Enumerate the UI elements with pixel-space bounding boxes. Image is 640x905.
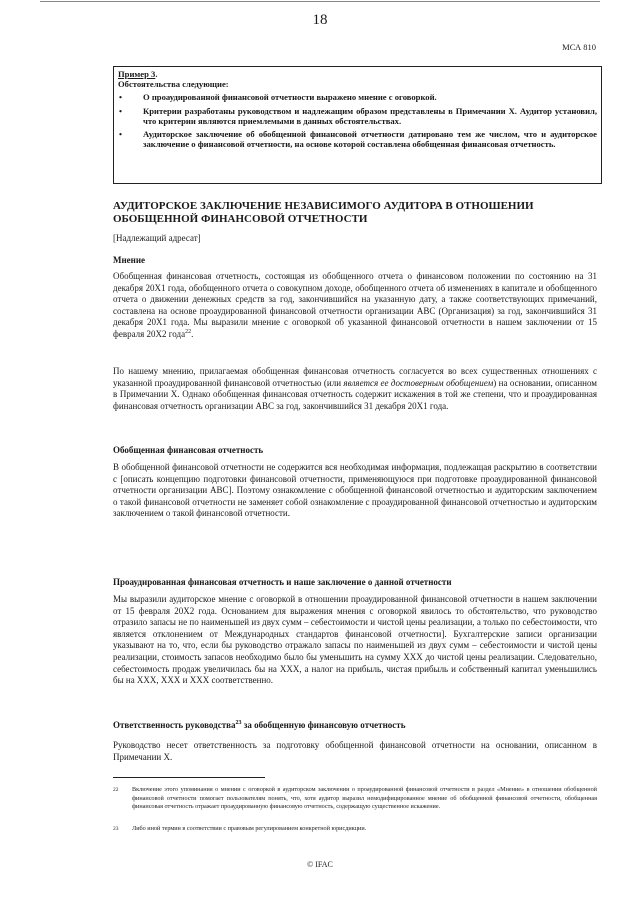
example-intro: Обстоятельства следующие: (118, 79, 229, 90)
footnote-22 (113, 786, 597, 812)
management-paragraph: Руководство несет ответственность за подготовку обобщенной финансовой отчетности на основании, описанном в Примечании X. (113, 740, 597, 762)
opinion-paragraph-1 (113, 271, 597, 341)
footnote-number: 23 (113, 826, 119, 832)
example-title: Пример 3 (118, 69, 156, 79)
report-title-line: АУДИТОРСКОЕ ЗАКЛЮЧЕНИЕ НЕЗАВИСИМОГО АУДИТОРА В ОТНОШЕНИИ (113, 200, 534, 212)
footnote-ref: 22 (185, 328, 192, 335)
heading-text: Ответственность руководства (113, 720, 236, 730)
list-item (118, 92, 597, 102)
paragraph-text: Обобщенная финансовая отчетность, состоящая из обобщенного отчета о финансовом положении по состоянию на 31 декабря 20X1 года, обобщенного отчета о совокупном доходе, обобщенного отчета об изменениях в капитале и обобщенного отчета о движении денежных средств за год, закончившийся на указанную дату, а также соответствующих примечаний, составлена на основе проаудированной финансовой отчетности организации ABC (Организация) за год, закончившийся 31 декабря 20X1 года. Мы выразили мнение с оговоркой об указанной финансовой отчетности в нашем заключении от 15 февраля 20X2 года (113, 271, 597, 339)
report-title (113, 200, 597, 226)
section-heading-opinion: Мнение (113, 255, 146, 265)
heading-text: за обобщенную финансовую отчетность (241, 720, 406, 730)
footnote-number: 22 (113, 787, 119, 793)
section-heading-audited-fs: Проаудированная финансовая отчетность и наше заключение о данной отчетности (113, 577, 452, 587)
list-item (118, 106, 597, 126)
report-title-line: ОБОБЩЕННОЙ ФИНАНСОВОЙ ОТЧЕТНОСТИ (113, 213, 368, 225)
list-item-text: Критерии разработаны руководством и надлежащим образом представлены в Примечании X. Аудитор установил, что критерии являются приемлемыми в данных обстоятельствах. (143, 105, 597, 126)
bullet-icon: • (119, 129, 123, 140)
audited-fs-paragraph: Мы выразили аудиторское мнение с оговоркой в отношении проаудированной финансовой отчетности в нашем заключении от 15 февраля 20X2 года. Основанием для выражения мнения с оговоркой явилось то обстоятельство, что руководство отразило запасы не по наименьшей из двух сумм – себестоимости и чистой цены реализации, а только по себестоимости, что является отклонением от Международных стандартов финансовой отчетности]. Бухгалтерские записи организации указывают на то, что, если бы руководство отражало запасы по наименьшей из двух сумм – себестоимости и чистой цены реализации, стоимость запасов необходимо было бы уменьшить на сумму XXX до чистой цены реализации. Следовательно, себестоимость продаж увеличилась бы на XXX, а налог на прибыль, чистая прибыль и собственный капитал уменьшились бы на XXX, XXX и XXX соответственно. (113, 594, 597, 686)
list-item (118, 129, 597, 149)
footnote-text: Включение этого упоминания о мнении с оговоркой в аудиторском заключении о проаудированной финансовой отчетности в раздел «Мнение» в отношении обобщенной финансовой отчетности помогает пользователям понять, что, хотя аудитор выразил немодифицированное мнение об обобщенной финансовой отчетности, обобщенная финансовая отчетность отражает проаудированную финансовую отчетность, содержащую существенное искажение. (132, 786, 597, 811)
footnote-ref: 23 (235, 720, 242, 726)
list-item-text: Аудиторское заключение об обобщенной финансовой отчетности датировано тем же числом, что и аудиторское заключение о финансовой отчетности, на основе которой составлена обобщенная финансовая отчетность. (143, 129, 597, 150)
section-heading-summary-fs: Обобщенная финансовая отчетность (113, 445, 264, 455)
footnote-text: Либо иной термин в соответствии с правовым регулированием конкретной юрисдикции. (132, 825, 367, 832)
paragraph-text: ) на основании, описанном в Примечании X. Однако обобщенная финансовая отчетность содержит искажения в той же степени, что и проаудированная финансовая отчетность организации ABC за год, закончившийся 31 декабря 20X1 года. (113, 377, 597, 411)
addressee: [Надлежащий адресат] (113, 233, 201, 243)
example-list (118, 92, 597, 149)
copyright-footer: © IFAC (307, 860, 333, 869)
footnote-separator (113, 777, 265, 778)
example-title-line: Пример 3. (118, 69, 158, 79)
standard-code: МСА 810 (562, 42, 596, 52)
page-number: 18 (312, 12, 328, 28)
summary-fs-paragraph: В обобщенной финансовой отчетности не содержится вся необходимая информация, подлежащая раскрытию в соответствии с [описать концепцию подготовки финансовой отчетности, применяющуюся при подготовке проаудированной финансовой отчетности организации ABC]. Поэтому ознакомление с обобщенной финансовой отчетностью и аудиторским заключением о такой финансовой отчетности не заменяет собой ознакомление с проаудированной финансовой отчетностью и аудиторским заключением о такой финансовой отчетности. (113, 462, 597, 519)
bullet-icon: • (119, 105, 123, 116)
opinion-paragraph-2 (113, 366, 597, 412)
list-item-text: О проаудированной финансовой отчетности выражено мнение с оговоркой. (143, 92, 437, 103)
bullet-icon: • (119, 92, 123, 103)
paragraph-text: По нашему мнению, прилагаемая обобщенная финансовая отчетность согласуется во всех существенных отношениях с указанной проаудированной финансовой отчетностью (или (113, 366, 597, 388)
footnote-23 (113, 825, 597, 834)
section-heading-management (113, 720, 597, 731)
paragraph-end: . (191, 328, 194, 339)
example-box (113, 66, 602, 184)
italic-phrase: является ее достоверным обобщением (343, 377, 494, 388)
top-rule (40, 1, 600, 2)
